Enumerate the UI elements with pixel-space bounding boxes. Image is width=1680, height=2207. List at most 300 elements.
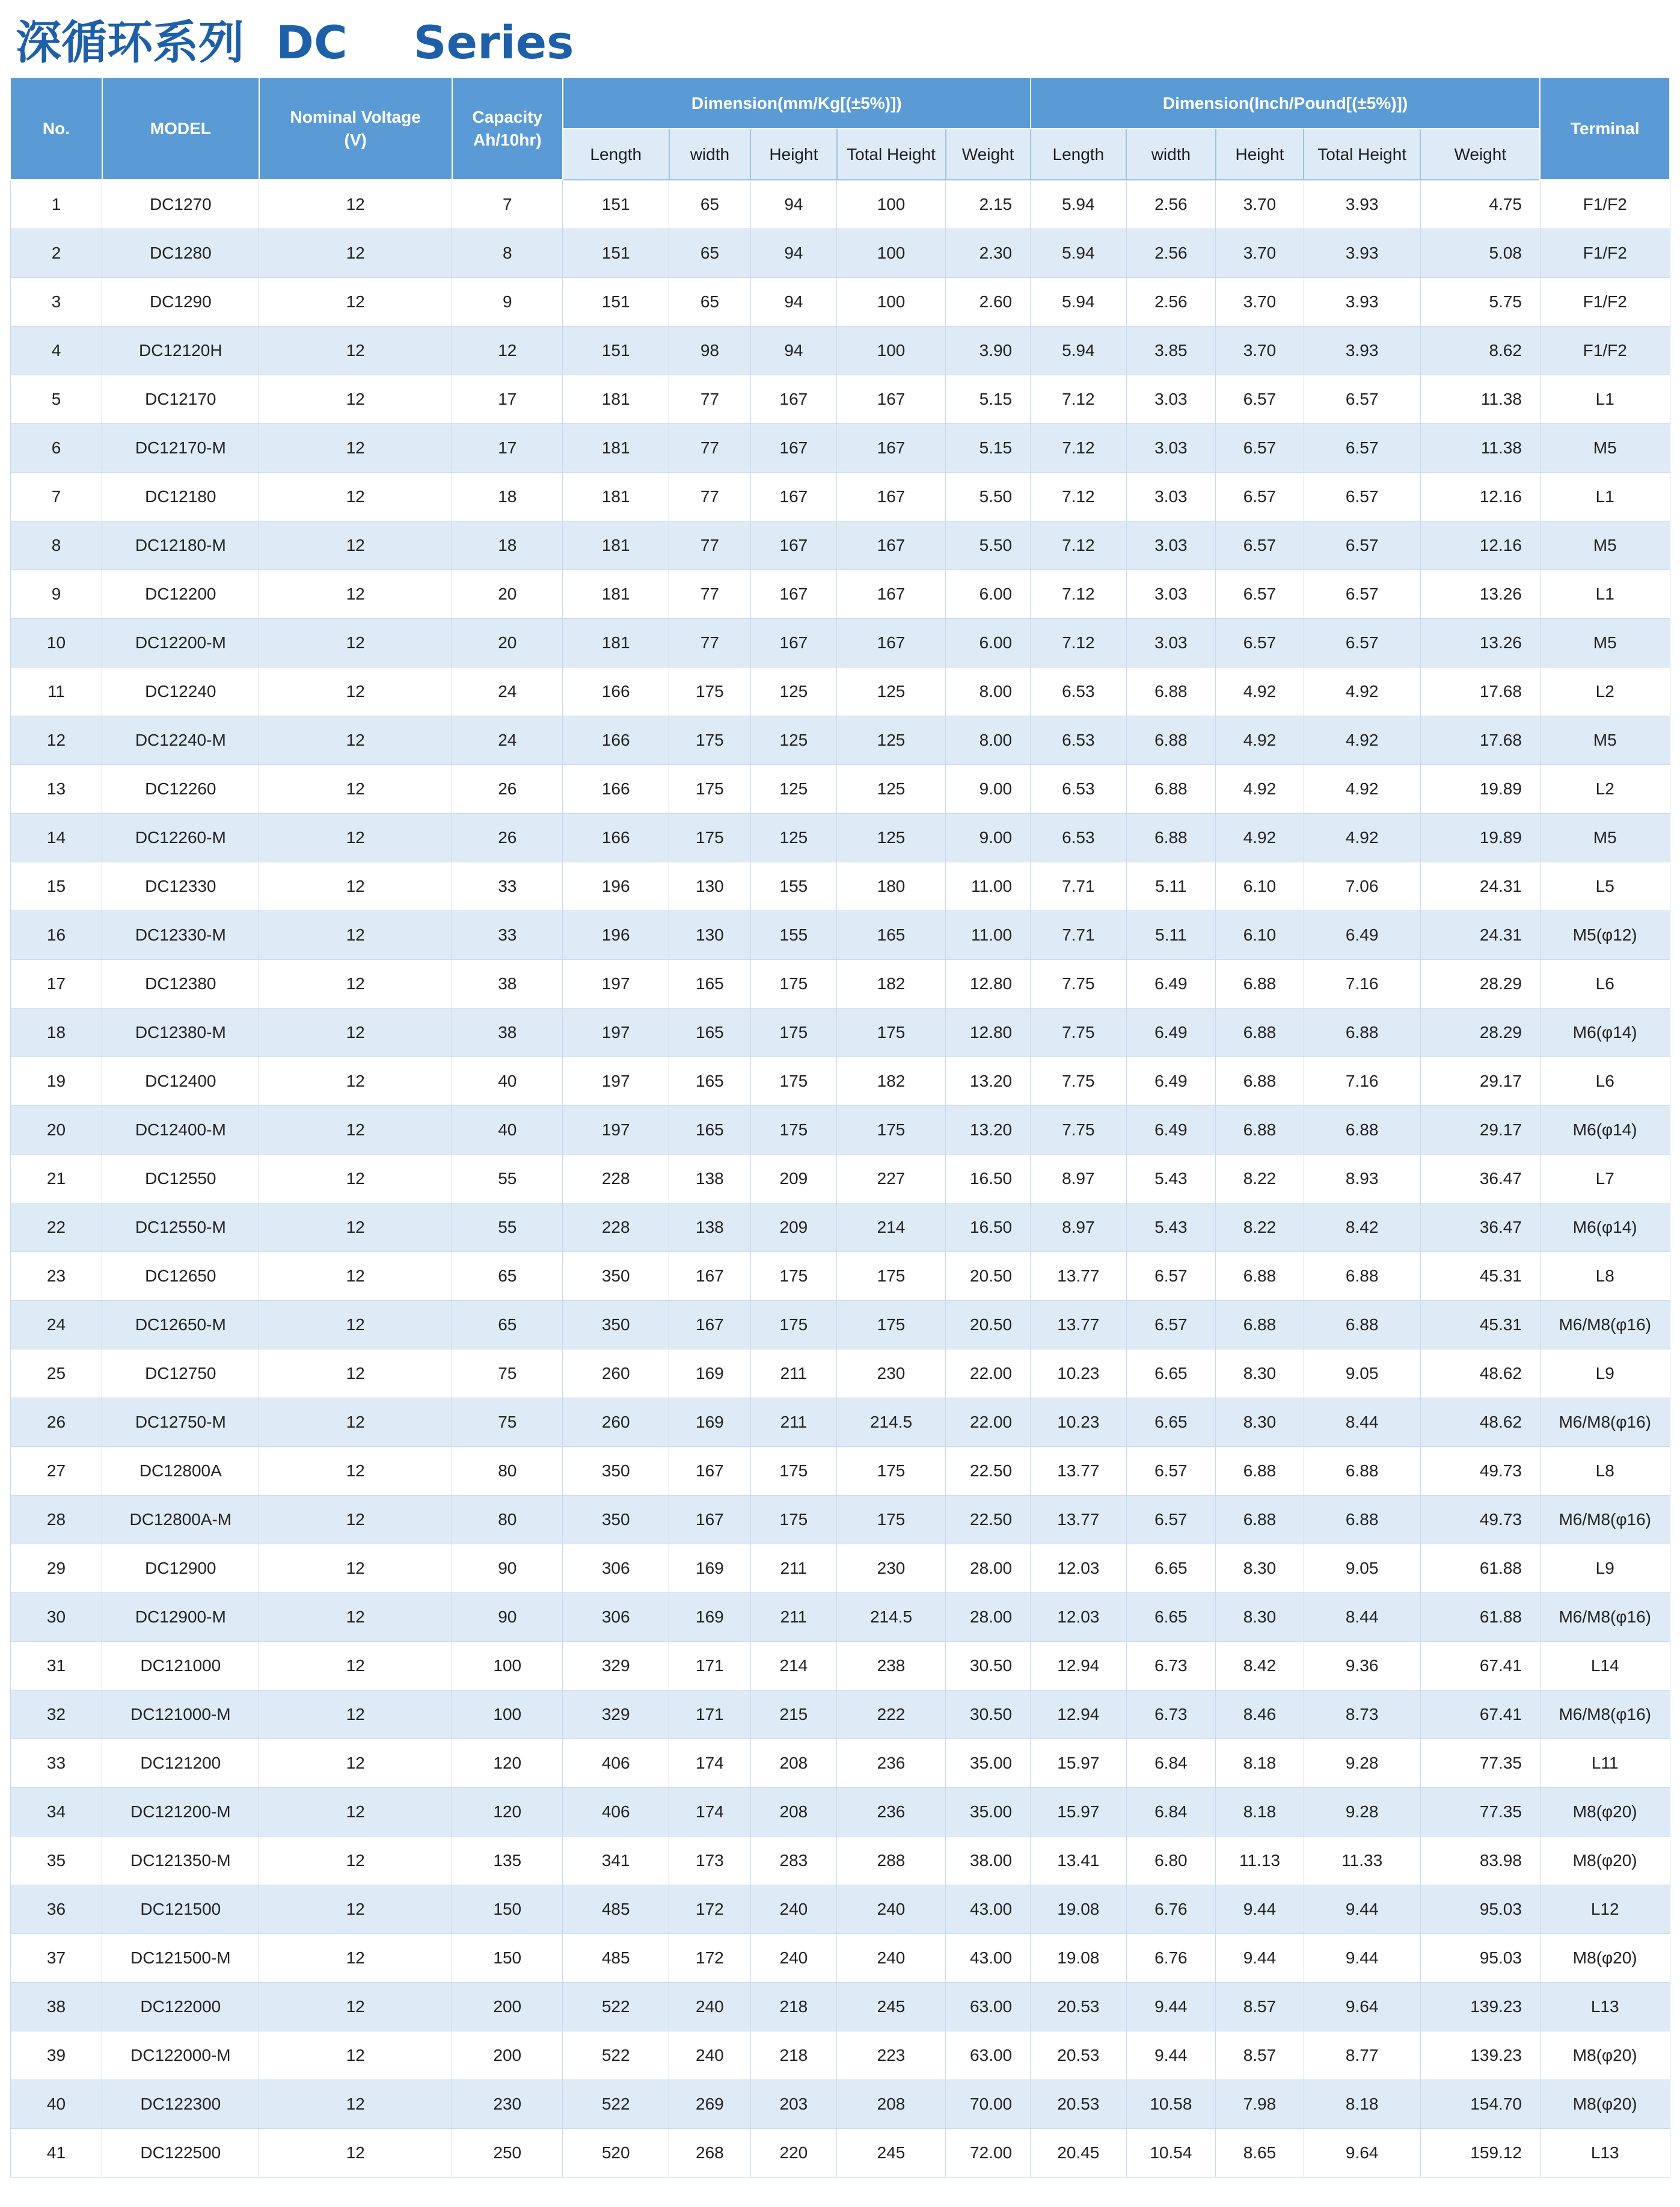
cell-mm-total-height: 175 <box>837 1301 946 1349</box>
cell-capacity: 24 <box>452 668 563 716</box>
table-row <box>10 1788 1670 1837</box>
cell-inch-width: 3.03 <box>1126 619 1216 668</box>
cell-mm-length: 166 <box>563 765 669 814</box>
cell-mm-total-height: 175 <box>837 1447 946 1496</box>
cell-inch-height: 4.92 <box>1216 765 1304 814</box>
table-row <box>10 765 1670 814</box>
cell-mm-width: 167 <box>669 1252 751 1301</box>
cell-mm-length: 196 <box>563 911 669 960</box>
cell-mm-total-height: 230 <box>837 1349 946 1398</box>
cell-inch-total-height: 8.73 <box>1304 1690 1420 1739</box>
cell-mm-width: 65 <box>669 180 751 229</box>
cell-mm-weight: 5.50 <box>946 473 1031 521</box>
cell-mm-width: 240 <box>669 2031 751 2080</box>
cell-terminal: M8(φ20) <box>1540 1788 1670 1837</box>
cell-terminal: M5 <box>1540 424 1670 473</box>
cell-mm-height: 94 <box>750 278 836 327</box>
cell-mm-weight: 20.50 <box>946 1252 1031 1301</box>
cell-inch-length: 19.08 <box>1031 1934 1126 1983</box>
cell-inch-weight: 83.98 <box>1420 1837 1540 1885</box>
cell-voltage: 12 <box>259 1593 452 1642</box>
cell-mm-total-height: 125 <box>837 716 946 765</box>
cell-capacity: 18 <box>452 473 563 521</box>
cell-model: DC121350-M <box>102 1837 259 1885</box>
cell-mm-weight: 8.00 <box>946 668 1031 716</box>
cell-model: DC12240-M <box>102 716 259 765</box>
cell-no: 37 <box>10 1934 102 1983</box>
cell-mm-weight: 2.30 <box>946 229 1031 278</box>
header-no: No. <box>10 78 102 180</box>
cell-mm-height: 203 <box>750 2080 836 2129</box>
cell-inch-length: 7.75 <box>1031 960 1126 1008</box>
cell-inch-height: 4.92 <box>1216 668 1304 716</box>
table-row <box>10 1837 1670 1885</box>
header-capacity <box>452 78 563 180</box>
cell-model: DC12260 <box>102 765 259 814</box>
cell-mm-weight: 70.00 <box>946 2080 1031 2129</box>
cell-inch-length: 7.75 <box>1031 1106 1126 1155</box>
cell-mm-length: 406 <box>563 1788 669 1837</box>
cell-inch-total-height: 6.57 <box>1304 619 1420 668</box>
cell-mm-height: 175 <box>750 1252 836 1301</box>
cell-inch-total-height: 9.64 <box>1304 1983 1420 2031</box>
table-row <box>10 862 1670 911</box>
cell-inch-height: 11.13 <box>1216 1837 1304 1885</box>
cell-capacity: 55 <box>452 1155 563 1203</box>
cell-inch-length: 15.97 <box>1031 1739 1126 1788</box>
cell-inch-weight: 24.31 <box>1420 862 1540 911</box>
cell-mm-weight: 6.00 <box>946 619 1031 668</box>
cell-inch-length: 12.94 <box>1031 1642 1126 1690</box>
cell-capacity: 150 <box>452 1934 563 1983</box>
cell-terminal: L13 <box>1540 1983 1670 2031</box>
cell-inch-length: 20.53 <box>1031 2031 1126 2080</box>
cell-inch-total-height: 8.44 <box>1304 1593 1420 1642</box>
cell-inch-total-height: 6.88 <box>1304 1106 1420 1155</box>
cell-mm-weight: 20.50 <box>946 1301 1031 1349</box>
cell-mm-total-height: 167 <box>837 473 946 521</box>
cell-inch-weight: 48.62 <box>1420 1398 1540 1447</box>
cell-inch-width: 6.49 <box>1126 1008 1216 1057</box>
cell-mm-width: 268 <box>669 2129 751 2178</box>
cell-inch-width: 6.65 <box>1126 1544 1216 1593</box>
cell-inch-total-height: 4.92 <box>1304 765 1420 814</box>
cell-voltage: 12 <box>259 765 452 814</box>
cell-mm-weight: 22.00 <box>946 1349 1031 1398</box>
cell-mm-width: 65 <box>669 278 751 327</box>
cell-terminal: M8(φ20) <box>1540 2031 1670 2080</box>
cell-mm-total-height: 167 <box>837 424 946 473</box>
cell-mm-height: 218 <box>750 1983 836 2031</box>
cell-capacity: 17 <box>452 424 563 473</box>
cell-mm-width: 174 <box>669 1739 751 1788</box>
cell-terminal: L6 <box>1540 960 1670 1008</box>
cell-mm-total-height: 167 <box>837 619 946 668</box>
cell-mm-height: 155 <box>750 911 836 960</box>
cell-mm-width: 65 <box>669 229 751 278</box>
cell-mm-height: 211 <box>750 1544 836 1593</box>
subheader-inch-weight: Weight <box>1420 129 1540 180</box>
cell-mm-total-height: 227 <box>837 1155 946 1203</box>
table-row <box>10 1544 1670 1593</box>
cell-mm-height: 94 <box>750 229 836 278</box>
cell-inch-height: 9.44 <box>1216 1885 1304 1934</box>
cell-mm-height: 167 <box>750 424 836 473</box>
cell-inch-length: 13.77 <box>1031 1252 1126 1301</box>
cell-terminal: L1 <box>1540 473 1670 521</box>
cell-mm-width: 172 <box>669 1885 751 1934</box>
cell-capacity: 90 <box>452 1593 563 1642</box>
table-row <box>10 1447 1670 1496</box>
table-row <box>10 911 1670 960</box>
title-series: Series <box>413 16 574 69</box>
cell-inch-length: 7.12 <box>1031 521 1126 570</box>
cell-inch-weight: 19.89 <box>1420 814 1540 862</box>
table-body <box>10 180 1670 2178</box>
cell-mm-width: 169 <box>669 1544 751 1593</box>
cell-mm-height: 167 <box>750 521 836 570</box>
cell-inch-height: 8.18 <box>1216 1788 1304 1837</box>
cell-mm-total-height: 167 <box>837 521 946 570</box>
cell-voltage: 12 <box>259 521 452 570</box>
cell-inch-width: 6.49 <box>1126 960 1216 1008</box>
subheader-inch-total-height: Total Height <box>1304 129 1420 180</box>
cell-mm-width: 77 <box>669 473 751 521</box>
cell-inch-height: 8.30 <box>1216 1349 1304 1398</box>
cell-voltage: 12 <box>259 375 452 424</box>
cell-mm-total-height: 245 <box>837 1983 946 2031</box>
cell-capacity: 55 <box>452 1203 563 1252</box>
cell-inch-total-height: 9.44 <box>1304 1934 1420 1983</box>
cell-terminal: M6/M8(φ16) <box>1540 1301 1670 1349</box>
table-row <box>10 1252 1670 1301</box>
cell-inch-length: 8.97 <box>1031 1203 1126 1252</box>
cell-capacity: 8 <box>452 229 563 278</box>
cell-mm-length: 151 <box>563 327 669 375</box>
cell-no: 31 <box>10 1642 102 1690</box>
table-row <box>10 619 1670 668</box>
cell-inch-height: 3.70 <box>1216 229 1304 278</box>
cell-mm-total-height: 175 <box>837 1496 946 1544</box>
cell-voltage: 12 <box>259 1544 452 1593</box>
cell-model: DC12800A-M <box>102 1496 259 1544</box>
cell-inch-height: 3.70 <box>1216 180 1304 229</box>
cell-mm-height: 175 <box>750 1496 836 1544</box>
cell-mm-height: 125 <box>750 716 836 765</box>
cell-model: DC1270 <box>102 180 259 229</box>
subheader-mm-width: width <box>669 129 751 180</box>
cell-mm-length: 485 <box>563 1885 669 1934</box>
cell-terminal: M6(φ14) <box>1540 1008 1670 1057</box>
cell-inch-total-height: 6.88 <box>1304 1301 1420 1349</box>
cell-mm-total-height: 240 <box>837 1934 946 1983</box>
cell-voltage: 12 <box>259 2080 452 2129</box>
cell-voltage: 12 <box>259 814 452 862</box>
cell-inch-width: 6.73 <box>1126 1642 1216 1690</box>
cell-mm-total-height: 208 <box>837 2080 946 2129</box>
cell-inch-length: 20.53 <box>1031 1983 1126 2031</box>
cell-inch-total-height: 9.28 <box>1304 1739 1420 1788</box>
cell-mm-length: 181 <box>563 619 669 668</box>
cell-inch-width: 6.65 <box>1126 1398 1216 1447</box>
cell-inch-total-height: 6.88 <box>1304 1496 1420 1544</box>
cell-mm-weight: 22.50 <box>946 1496 1031 1544</box>
cell-model: DC12750 <box>102 1349 259 1398</box>
cell-mm-total-height: 222 <box>837 1690 946 1739</box>
cell-no: 41 <box>10 2129 102 2178</box>
cell-no: 2 <box>10 229 102 278</box>
cell-capacity: 12 <box>452 327 563 375</box>
table-row <box>10 1008 1670 1057</box>
cell-voltage: 12 <box>259 960 452 1008</box>
cell-inch-height: 6.88 <box>1216 1301 1304 1349</box>
cell-mm-length: 166 <box>563 814 669 862</box>
table-row <box>10 570 1670 619</box>
cell-inch-length: 6.53 <box>1031 765 1126 814</box>
cell-inch-width: 10.54 <box>1126 2129 1216 2178</box>
cell-inch-total-height: 8.77 <box>1304 2031 1420 2080</box>
cell-mm-height: 220 <box>750 2129 836 2178</box>
cell-mm-height: 167 <box>750 375 836 424</box>
cell-inch-width: 6.57 <box>1126 1252 1216 1301</box>
cell-mm-height: 215 <box>750 1690 836 1739</box>
cell-inch-width: 6.88 <box>1126 668 1216 716</box>
cell-inch-width: 6.57 <box>1126 1447 1216 1496</box>
cell-inch-weight: 13.26 <box>1420 570 1540 619</box>
cell-capacity: 135 <box>452 1837 563 1885</box>
title-main: 深循环系列 DC <box>16 16 348 69</box>
table-row <box>10 1057 1670 1106</box>
cell-no: 22 <box>10 1203 102 1252</box>
cell-voltage: 12 <box>259 278 452 327</box>
cell-inch-weight: 19.89 <box>1420 765 1540 814</box>
cell-mm-height: 214 <box>750 1642 836 1690</box>
table-row <box>10 327 1670 375</box>
cell-voltage: 12 <box>259 1690 452 1739</box>
cell-inch-length: 7.12 <box>1031 570 1126 619</box>
cell-mm-width: 173 <box>669 1837 751 1885</box>
cell-mm-total-height: 180 <box>837 862 946 911</box>
table-row <box>10 960 1670 1008</box>
cell-inch-width: 10.58 <box>1126 2080 1216 2129</box>
cell-mm-length: 181 <box>563 473 669 521</box>
cell-model: DC121200 <box>102 1739 259 1788</box>
cell-mm-length: 520 <box>563 2129 669 2178</box>
cell-inch-length: 7.12 <box>1031 424 1126 473</box>
cell-mm-width: 165 <box>669 1106 751 1155</box>
cell-mm-weight: 12.80 <box>946 960 1031 1008</box>
cell-inch-length: 5.94 <box>1031 229 1126 278</box>
cell-model: DC12750-M <box>102 1398 259 1447</box>
cell-no: 19 <box>10 1057 102 1106</box>
cell-mm-weight: 38.00 <box>946 1837 1031 1885</box>
cell-mm-total-height: 125 <box>837 814 946 862</box>
cell-terminal: M6/M8(φ16) <box>1540 1496 1670 1544</box>
cell-voltage: 12 <box>259 180 452 229</box>
table-row <box>10 2129 1670 2178</box>
cell-model: DC12380 <box>102 960 259 1008</box>
cell-inch-weight: 13.26 <box>1420 619 1540 668</box>
cell-terminal: M5 <box>1540 814 1670 862</box>
cell-inch-height: 6.57 <box>1216 375 1304 424</box>
cell-inch-weight: 77.35 <box>1420 1788 1540 1837</box>
cell-inch-width: 5.43 <box>1126 1203 1216 1252</box>
cell-no: 6 <box>10 424 102 473</box>
cell-inch-weight: 4.75 <box>1420 180 1540 229</box>
cell-voltage: 12 <box>259 424 452 473</box>
cell-inch-length: 19.08 <box>1031 1885 1126 1934</box>
cell-mm-weight: 72.00 <box>946 2129 1031 2178</box>
cell-inch-width: 3.03 <box>1126 473 1216 521</box>
cell-model: DC121000-M <box>102 1690 259 1739</box>
cell-mm-length: 350 <box>563 1301 669 1349</box>
cell-no: 34 <box>10 1788 102 1837</box>
cell-inch-length: 7.71 <box>1031 862 1126 911</box>
cell-mm-height: 175 <box>750 1301 836 1349</box>
cell-inch-height: 8.46 <box>1216 1690 1304 1739</box>
cell-mm-length: 197 <box>563 960 669 1008</box>
cell-mm-weight: 5.50 <box>946 521 1031 570</box>
cell-inch-height: 6.88 <box>1216 1496 1304 1544</box>
cell-inch-weight: 139.23 <box>1420 1983 1540 2031</box>
cell-mm-weight: 13.20 <box>946 1057 1031 1106</box>
cell-voltage: 12 <box>259 1252 452 1301</box>
cell-mm-length: 522 <box>563 2031 669 2080</box>
cell-mm-total-height: 175 <box>837 1008 946 1057</box>
cell-mm-height: 208 <box>750 1739 836 1788</box>
cell-inch-total-height: 8.42 <box>1304 1203 1420 1252</box>
cell-inch-total-height: 4.92 <box>1304 716 1420 765</box>
cell-mm-total-height: 175 <box>837 1252 946 1301</box>
cell-mm-length: 260 <box>563 1349 669 1398</box>
cell-mm-width: 269 <box>669 2080 751 2129</box>
cell-inch-height: 8.22 <box>1216 1155 1304 1203</box>
cell-mm-length: 181 <box>563 375 669 424</box>
cell-inch-width: 3.03 <box>1126 570 1216 619</box>
cell-mm-width: 172 <box>669 1934 751 1983</box>
cell-no: 40 <box>10 2080 102 2129</box>
cell-mm-total-height: 182 <box>837 1057 946 1106</box>
cell-no: 33 <box>10 1739 102 1788</box>
table-row <box>10 278 1670 327</box>
cell-inch-length: 13.77 <box>1031 1301 1126 1349</box>
cell-inch-height: 4.92 <box>1216 716 1304 765</box>
cell-inch-total-height: 9.36 <box>1304 1642 1420 1690</box>
cell-inch-total-height: 3.93 <box>1304 229 1420 278</box>
cell-capacity: 230 <box>452 2080 563 2129</box>
cell-inch-weight: 11.38 <box>1420 375 1540 424</box>
cell-inch-width: 3.03 <box>1126 424 1216 473</box>
cell-model: DC12200 <box>102 570 259 619</box>
cell-mm-total-height: 100 <box>837 229 946 278</box>
cell-inch-height: 4.92 <box>1216 814 1304 862</box>
cell-mm-weight: 16.50 <box>946 1203 1031 1252</box>
cell-mm-height: 208 <box>750 1788 836 1837</box>
cell-inch-width: 3.85 <box>1126 327 1216 375</box>
cell-mm-length: 196 <box>563 862 669 911</box>
table-row <box>10 473 1670 521</box>
cell-mm-total-height: 238 <box>837 1642 946 1690</box>
cell-mm-weight: 43.00 <box>946 1934 1031 1983</box>
battery-spec-table <box>10 77 1670 2178</box>
cell-capacity: 120 <box>452 1739 563 1788</box>
cell-mm-width: 77 <box>669 570 751 619</box>
cell-model: DC12170 <box>102 375 259 424</box>
cell-inch-width: 5.43 <box>1126 1155 1216 1203</box>
cell-inch-total-height: 6.57 <box>1304 521 1420 570</box>
table-row <box>10 716 1670 765</box>
cell-terminal: L5 <box>1540 862 1670 911</box>
cell-capacity: 75 <box>452 1349 563 1398</box>
cell-mm-width: 175 <box>669 668 751 716</box>
cell-mm-total-height: 100 <box>837 278 946 327</box>
cell-mm-length: 151 <box>563 278 669 327</box>
cell-mm-width: 169 <box>669 1593 751 1642</box>
cell-mm-height: 125 <box>750 814 836 862</box>
cell-inch-width: 6.49 <box>1126 1057 1216 1106</box>
cell-terminal: L8 <box>1540 1447 1670 1496</box>
cell-capacity: 200 <box>452 2031 563 2080</box>
cell-mm-length: 151 <box>563 180 669 229</box>
subheader-mm-height: Height <box>750 129 836 180</box>
cell-inch-length: 7.71 <box>1031 911 1126 960</box>
cell-mm-length: 406 <box>563 1739 669 1788</box>
cell-inch-total-height: 6.57 <box>1304 570 1420 619</box>
cell-model: DC12550-M <box>102 1203 259 1252</box>
cell-no: 28 <box>10 1496 102 1544</box>
cell-mm-width: 171 <box>669 1642 751 1690</box>
cell-voltage: 12 <box>259 911 452 960</box>
cell-mm-width: 77 <box>669 375 751 424</box>
cell-capacity: 38 <box>452 1008 563 1057</box>
cell-voltage: 12 <box>259 2031 452 2080</box>
cell-mm-length: 341 <box>563 1837 669 1885</box>
cell-inch-height: 6.57 <box>1216 619 1304 668</box>
cell-mm-height: 94 <box>750 327 836 375</box>
cell-inch-height: 8.57 <box>1216 2031 1304 2080</box>
cell-mm-length: 166 <box>563 668 669 716</box>
cell-model: DC12400 <box>102 1057 259 1106</box>
cell-capacity: 20 <box>452 570 563 619</box>
cell-inch-height: 6.57 <box>1216 570 1304 619</box>
cell-voltage: 12 <box>259 1788 452 1837</box>
cell-mm-weight: 2.60 <box>946 278 1031 327</box>
cell-inch-total-height: 9.28 <box>1304 1788 1420 1837</box>
cell-terminal: F1/F2 <box>1540 229 1670 278</box>
cell-mm-length: 166 <box>563 716 669 765</box>
cell-mm-width: 175 <box>669 765 751 814</box>
cell-voltage: 12 <box>259 1934 452 1983</box>
cell-voltage: 12 <box>259 473 452 521</box>
cell-mm-height: 240 <box>750 1885 836 1934</box>
cell-inch-length: 15.97 <box>1031 1788 1126 1837</box>
cell-inch-height: 6.57 <box>1216 424 1304 473</box>
cell-terminal: F1/F2 <box>1540 180 1670 229</box>
cell-capacity: 150 <box>452 1885 563 1934</box>
cell-terminal: M5 <box>1540 619 1670 668</box>
cell-inch-weight: 36.47 <box>1420 1203 1540 1252</box>
subheader-inch-width: width <box>1126 129 1216 180</box>
cell-inch-length: 7.75 <box>1031 1008 1126 1057</box>
cell-mm-length: 329 <box>563 1690 669 1739</box>
cell-inch-length: 8.97 <box>1031 1155 1126 1203</box>
cell-no: 29 <box>10 1544 102 1593</box>
cell-model: DC121200-M <box>102 1788 259 1837</box>
cell-terminal: M8(φ20) <box>1540 2080 1670 2129</box>
cell-inch-width: 6.84 <box>1126 1739 1216 1788</box>
cell-inch-total-height: 8.18 <box>1304 2080 1420 2129</box>
cell-inch-height: 6.88 <box>1216 1447 1304 1496</box>
